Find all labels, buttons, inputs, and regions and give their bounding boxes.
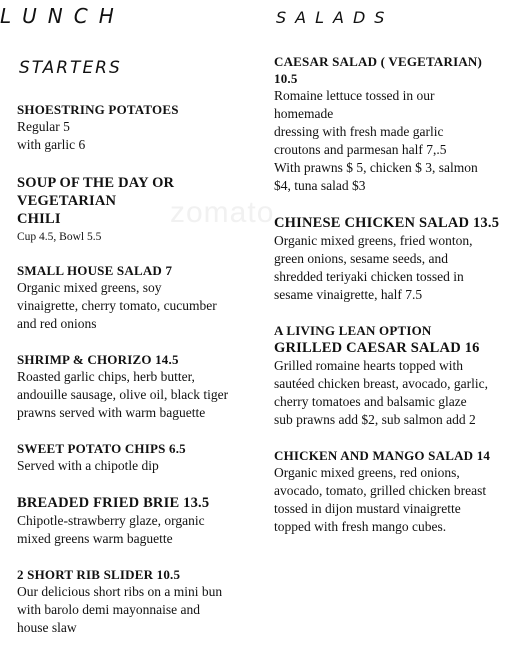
item-title: SHOESTRING POTATOES [17, 102, 179, 117]
item-description: Romaine lettuce tossed in our homemade dressing with fresh made garlic croutons and parmesan half 7,.5 With prawns $ 5, chicken $ 3, salmon $4, tuna salad $3 [274, 88, 478, 193]
item-title: A LIVING LEAN OPTION GRILLED CAESAR SALAD 16 [274, 323, 480, 356]
menu-item-caesar-salad [274, 53, 500, 195]
item-description: Organic mixed greens, red onions, avocado, tomato, grilled chicken breast tossed in dijon mustard vinaigrette topped with fresh mango cubes. [274, 465, 487, 534]
item-title: CHINESE CHICKEN SALAD 13.5 [274, 215, 500, 231]
item-description: Roasted garlic chips, herb butter, andouille sausage, olive oil, black tiger prawns served with warm baguette [17, 369, 229, 420]
lunch-heading: LUNCH [0, 4, 125, 28]
item-description: Served with a chipotle dip [17, 458, 159, 473]
item-description: Our delicious short ribs on a mini bun with barolo demi mayonnaise and house slaw [17, 584, 223, 635]
menu-item-chicken-mango-salad [274, 447, 500, 536]
salads-heading: SALADS [276, 8, 394, 27]
item-description: Organic mixed greens, fried wonton, green onions, sesame seeds, and shredded teriyaki chicken tossed in sesame vinaigrette, half 7.5 [274, 233, 473, 302]
item-description: Regular 5 with garlic 6 [17, 119, 86, 152]
starters-heading: STARTERS [19, 58, 122, 78]
watermark: zomato [170, 196, 275, 229]
menu-item-shoestring-potatoes [17, 101, 257, 154]
menu-item-short-rib-slider [17, 566, 257, 637]
menu-item-sweet-potato-chips [17, 440, 257, 475]
item-description: Organic mixed greens, soy vinaigrette, cherry tomato, cucumber and red onions [17, 280, 217, 331]
item-description: Chipotle-strawberry glaze, organic mixed greens warm baguette [17, 513, 205, 546]
item-title: CAESAR SALAD ( VEGETARIAN) 10.5 [274, 54, 483, 86]
item-title: SMALL HOUSE SALAD 7 [17, 263, 173, 278]
item-title: 2 SHORT RIB SLIDER 10.5 [17, 567, 181, 582]
menu-item-breaded-fried-brie [17, 494, 257, 548]
menu-item-grilled-caesar-salad [274, 322, 500, 429]
item-title: SHRIMP & CHORIZO 14.5 [17, 352, 179, 367]
menu-item-chinese-chicken-salad [274, 214, 500, 304]
menu-item-soup-of-the-day [17, 174, 257, 246]
item-description: Grilled romaine hearts topped with sautéed chicken breast, avocado, garlic, cherry tomatoes and balsamic glaze sub prawns add $2, sub salmon add 2 [274, 358, 489, 427]
menu-item-small-house-salad [17, 262, 257, 333]
item-title: SOUP OF THE DAY OR VEGETARIAN CHILI [17, 175, 175, 227]
item-title: CHICKEN AND MANGO SALAD 14 [274, 448, 491, 463]
item-title: BREADED FRIED BRIE 13.5 [17, 495, 210, 511]
menu-item-shrimp-chorizo [17, 351, 257, 422]
item-title: SWEET POTATO CHIPS 6.5 [17, 441, 186, 456]
item-description: Cup 4.5, Bowl 5.5 [17, 231, 102, 243]
